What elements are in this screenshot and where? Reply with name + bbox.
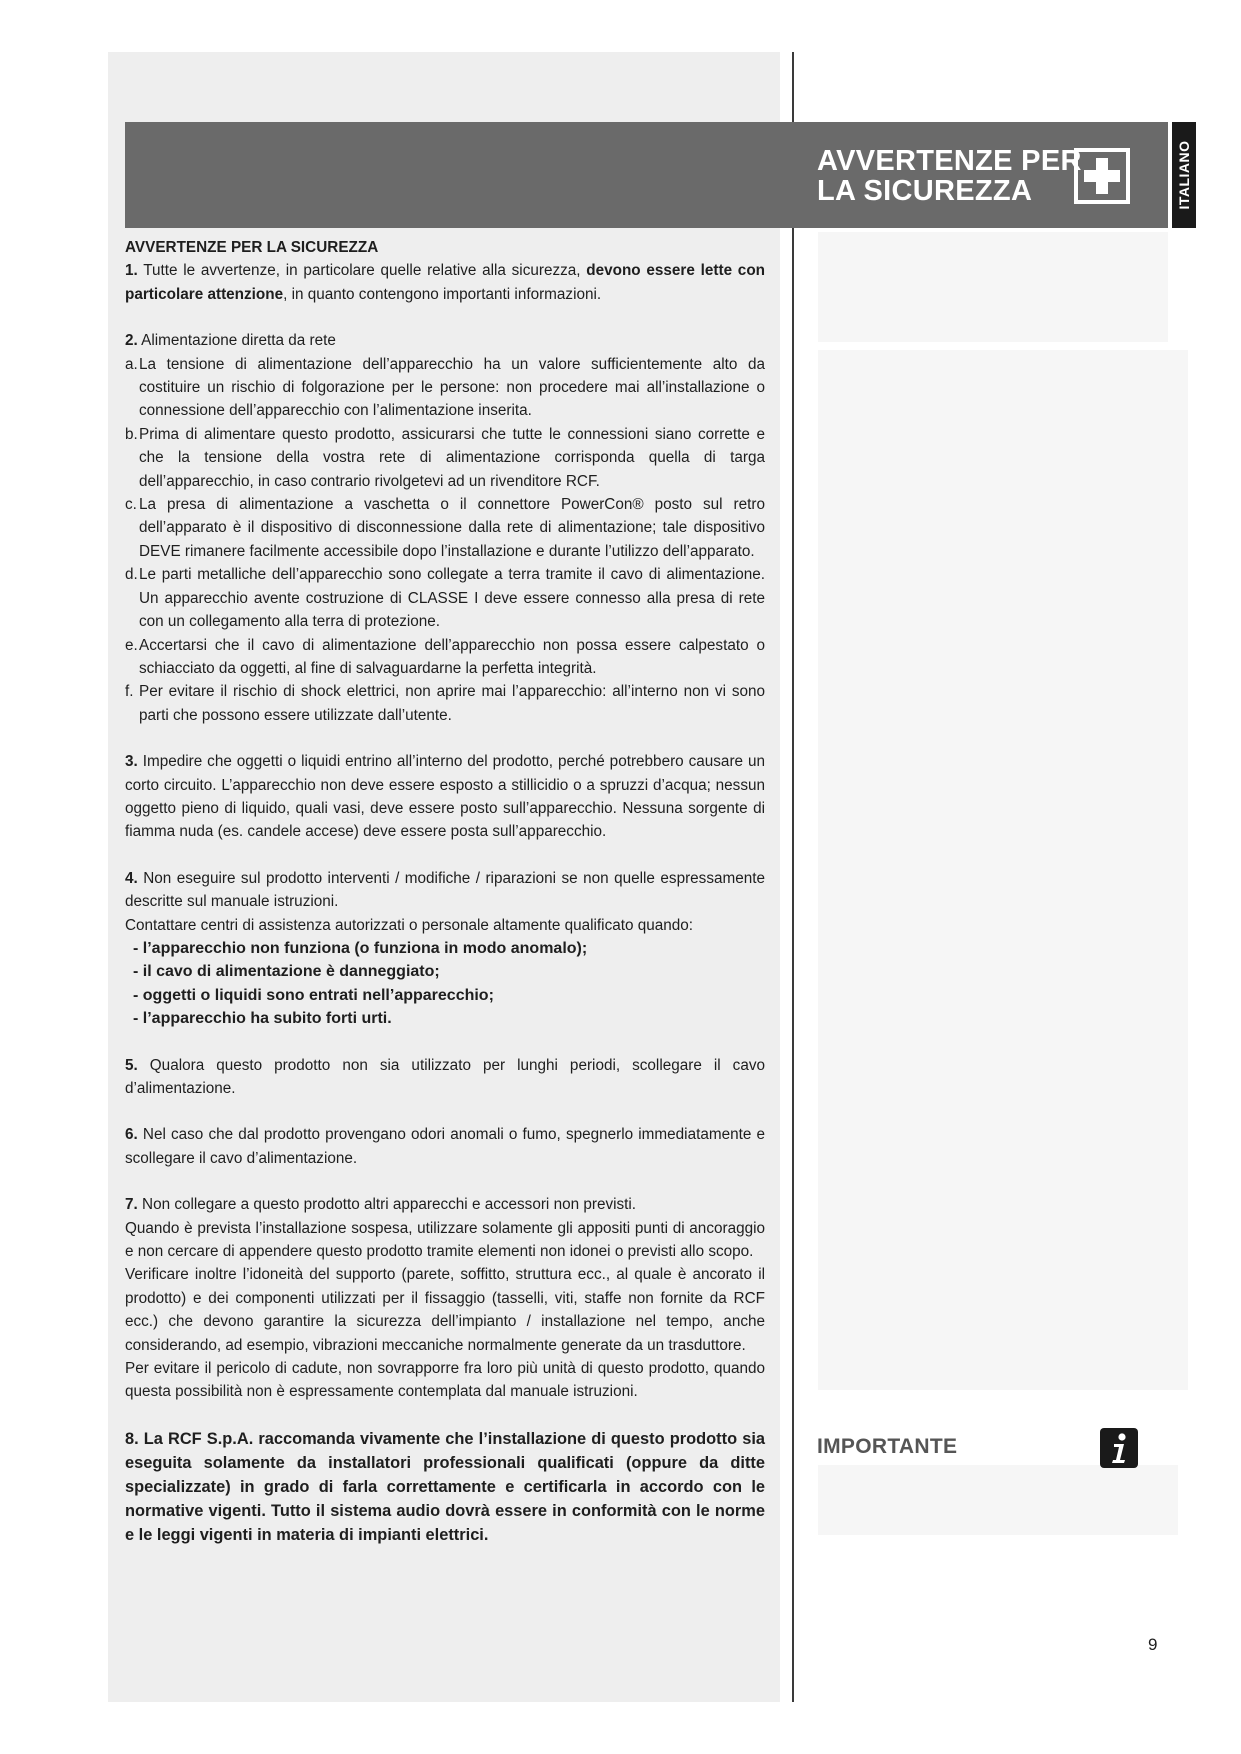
paragraph-5: 5. Qualora questo prodotto non sia utilizzato per lunghi periodi, scollegare il cavo d’alimentazione. (125, 1056, 765, 1097)
list-item: - l’apparecchio ha subito forti urti. (133, 1010, 392, 1028)
paragraph-1: 1. Tutte le avvertenze, in particolare quelle relative alla sicurezza, devono essere lette con particolare attenzione, in quanto contengono importanti informazioni. (125, 262, 766, 303)
sidebar-shade (818, 350, 1188, 1390)
list-item: b. Prima di alimentare questo prodotto, assicurarsi che tutte le connessioni siano corrette e che la tensione della vostra rete di alimentazione corrisponda quella di targa dell’apparecchio, in caso contrario rivolgetevi ad un rivenditore RCF. (125, 425, 765, 490)
importante-label: IMPORTANTE (817, 1435, 958, 1458)
paragraph-7-suspension: Quando è prevista l’installazione sospesa, utilizzare solamente gli appositi punti di ancoraggio e non cercare di appendere questo prodotto tramite elementi non idonei o previsti allo scopo. (125, 1219, 765, 1261)
page-number: 9 (1148, 1635, 1158, 1654)
list-item: - oggetti o liquidi sono entrati nell’apparecchio; (133, 986, 494, 1004)
paragraph-7: 7. Non collegare a questo prodotto altri apparecchi e accessori non previsti. (125, 1196, 637, 1214)
header-title (817, 146, 1082, 206)
list-item: a. La tensione di alimentazione dell’apparecchio ha un valore sufficientemente alto da costituire un rischio di folgorazione per le persone: non procedere mai all’installazione o connessione dell’apparecchio con l’alimentazione inserita. (125, 355, 765, 420)
paragraph-7-support: Verificare inoltre l’idoneità del supporto (parete, soffitto, struttura ecc., al quale è ancorato il prodotto) e dei componenti utilizzati per il fissaggio (tasselli, viti, staffe non fornite da RCF ecc.) che devono garantire la sicurezza dell’impianto / installazione nel tempo, anche considerando, ad esempio, vibrazioni meccaniche normalmente generate da un trasduttore. (125, 1266, 765, 1354)
paragraph-6: 6. Nel caso che dal prodotto provengano odori anomali o fumo, spegnerlo immediatamente e scollegare il cavo d’alimentazione. (125, 1126, 765, 1167)
sidebar-shade (818, 232, 1168, 342)
paragraph-7-stacking: Per evitare il pericolo di cadute, non sovrapporre fra loro più unità di questo prodotto, quando questa possibilità non è espressamente contemplata dal manuale istruzioni. (125, 1360, 765, 1401)
list-item: - l’apparecchio non funziona (o funziona in modo anomalo); (133, 939, 588, 957)
list-item: e. Accertarsi che il cavo di alimentazione dell’apparecchio non possa essere calpestato o schiacciato da oggetti, al fine di salvaguardarne la perfetta integrità. (125, 636, 765, 677)
list-item: - il cavo di alimentazione è danneggiato; (133, 963, 440, 981)
paragraph-4: 4. Non eseguire sul prodotto interventi / modifiche / riparazioni se non quelle espressamente descritte sul manuale istruzioni. (125, 869, 765, 911)
section-title: AVVERTENZE PER LA SICUREZZA (125, 239, 379, 256)
list-item: c. La presa di alimentazione a vaschetta o il connettore PowerCon® posto sul retro dell’apparato è il dispositivo di disconnessione dalla rete di alimentazione; tale dispositivo DEVE rimanere facilmente accessibile dopo l’installazione e durante l’utilizzo dell’apparato. (125, 496, 765, 560)
header-title-line-1: AVVERTENZE PER (817, 145, 1082, 177)
list-item: d. Le parti metalliche dell’apparecchio sono collegate a terra tramite il cavo di alimentazione. Un apparecchio avente costruzione di CLASSE I deve essere connesso alla presa di rete con un collegamento alla terra di protezione. (125, 566, 765, 631)
language-tab-label: ITALIANO (1176, 140, 1192, 210)
safety-content (125, 236, 765, 1547)
paragraph-8: 8. La RCF S.p.A. raccomanda vivamente che l’installazione di questo prodotto sia eseguita solamente da installatori professionali qualificati (oppure da ditte specializzate) in grado di farla correttamente e certificarla in accordo con le normative vigenti. Tutto il sistema audio dovrà essere in conformità con le norme e le leggi vigenti in materia di impianti elettrici. (125, 1429, 765, 1544)
first-aid-cross-icon (1074, 148, 1130, 204)
paragraph-2-title: 2. Alimentazione diretta da rete (125, 332, 336, 350)
list-item: f. Per evitare il rischio di shock elettrici, non aprire mai l’apparecchio: all’interno non vi sono parti che possono essere utilizzate dall’utente. (125, 683, 765, 724)
header-title-line-2: LA SICUREZZA (817, 175, 1033, 207)
paragraph-3: 3. Impedire che oggetti o liquidi entrino all’interno del prodotto, perché potrebbero causare un corto circuito. L’apparecchio non deve essere esposto a stillicidio o a spruzzi d’acqua; nessun oggetto pieno di liquido, quali vasi, deve essere posto sull’apparecchio. Nessuna sorgente di fiamma nuda (es. candele accese) deve essere posta sull’apparecchio. (125, 753, 765, 841)
paragraph-4-contact: Contattare centri di assistenza autorizzati o personale altamente qualificato quando: (125, 916, 694, 934)
sidebar-shade (818, 1465, 1178, 1535)
column-divider (792, 52, 794, 1702)
info-icon (1100, 1428, 1138, 1468)
